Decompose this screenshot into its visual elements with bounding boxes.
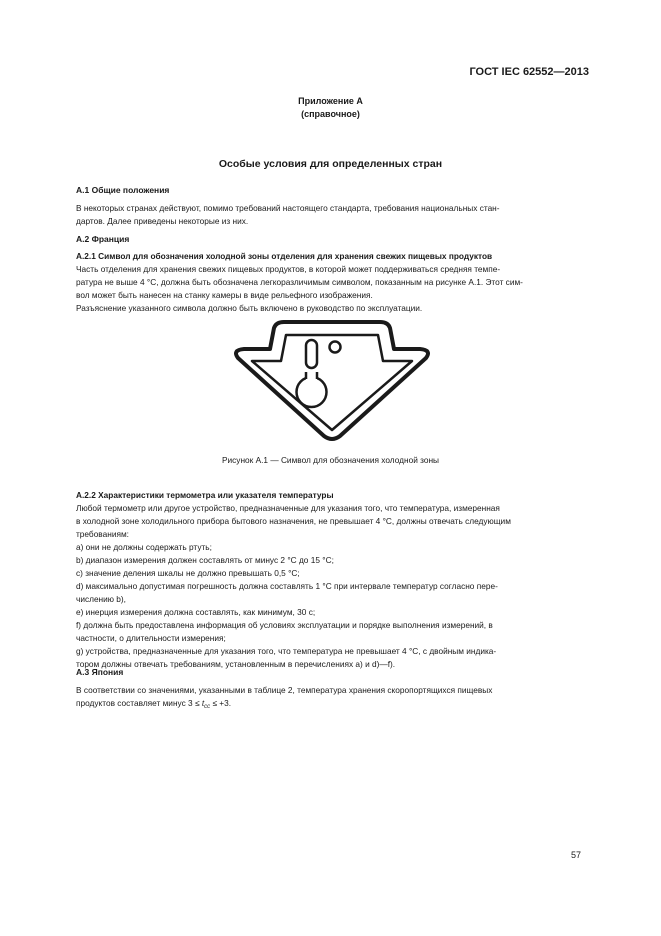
- symbol-outer-outline: [236, 322, 428, 439]
- temperature-variable: t: [201, 698, 205, 708]
- document-number: ГОСТ IEC 62552—2013: [469, 66, 589, 78]
- list-item-e: е) инерция измерения должна составлять, как минимум, 30 с;: [76, 607, 316, 617]
- a22-text-line-2: в холодной зоне холодильного прибора бытового назначения, не превышает 4 °С, должны отвечать следующим: [76, 516, 511, 526]
- list-item-g-line-2: тором должны отвечать требованиям, установленным в перечислениях а) и d)—f).: [76, 659, 396, 669]
- thermometer-bulb: [297, 377, 327, 407]
- subsection-heading-a21: А.2.1 Символ для обозначения холодной зоны отделения для хранения свежих пищевых продуктов: [76, 251, 493, 261]
- subsection-heading-a22: А.2.2 Характеристики термометра или указателя температуры: [76, 490, 334, 500]
- appendix-title: [0, 95, 661, 121]
- a21-text-line-3: вол может быть нанесен на станку камеры в виде рельефного изображения.: [76, 290, 373, 300]
- a22-text-line-1: Любой термометр или другое устройство, предназначенные для указания того, что температура, измеренная: [76, 503, 500, 513]
- temperature-variable-subscript: cc: [204, 704, 211, 710]
- a3-text-line-2-end: ≤ +3.: [210, 698, 232, 708]
- a21-text-line-4: Разъяснение указанного символа должно быть включено в руководство по эксплуатации.: [76, 303, 423, 313]
- a1-text-line-2: дартов. Далее приведены некоторые из них.: [76, 216, 249, 226]
- appendix-label: Приложение А: [298, 96, 363, 106]
- a1-text-line-1: В некоторых странах действуют, помимо требований настоящего стандарта, требования национальных стан-: [76, 203, 500, 213]
- a22-text-line-3: требованиям:: [76, 529, 129, 539]
- list-item-d-line-1: d) максимально допустимая погрешность должна составлять 1 °С при интервале температур согласно пере-: [76, 581, 498, 591]
- list-item-d-line-2: числению b),: [76, 594, 126, 604]
- appendix-note: (справочное): [301, 109, 360, 119]
- list-item-c: с) значение деления шкалы не должно превышать 0,5 °С;: [76, 568, 300, 578]
- symbol-inner-outline: [252, 335, 412, 430]
- page-title: Особые условия для определенных стран: [218, 158, 443, 170]
- list-item-b: b) диапазон измерения должен составлять от минус 2 °С до 15 °С;: [76, 555, 334, 565]
- small-circle-mark: [330, 342, 341, 353]
- a3-text-line-2-start: продуктов составляет минус 3 ≤: [76, 698, 202, 708]
- thermometer-stem: [306, 340, 317, 368]
- section-heading-a1: А.1 Общие положения: [76, 185, 170, 195]
- a3-text-line-1: В соответствии со значениями, указанными в таблице 2, температура хранения скоропортящихся пищевых: [76, 685, 493, 695]
- thermometer-neck-gap: [306, 372, 317, 380]
- section-heading-a3: А.3 Япония: [76, 667, 124, 677]
- a21-text-line-2: ратура не выше 4 °С, должна быть обозначена легкоразличимым символом, показанным на рисунке А.1. Этот сим-: [76, 277, 523, 287]
- figure-caption: Рисунок А.1 — Символ для обозначения холодной зоны: [221, 455, 440, 465]
- a3-text-line-2: [76, 697, 231, 714]
- cold-zone-symbol-figure: [232, 320, 432, 442]
- a21-text-line-1: Часть отделения для хранения свежих пищевых продуктов, в которой может поддерживаться средняя темпе-: [76, 264, 501, 274]
- list-item-f-line-2: частности, о длительности измерения;: [76, 633, 226, 643]
- section-heading-a2: А.2 Франция: [76, 234, 130, 244]
- list-item-f-line-1: f) должна быть предоставлена информация об условиях эксплуатации и порядке выполнения измерений, в: [76, 620, 493, 630]
- list-item-a: а) они не должны содержать ртуть;: [76, 542, 212, 552]
- list-item-g-line-1: g) устройства, предназначенные для указания того, что температура не превышает 4 °С, с двойным индика-: [76, 646, 497, 656]
- page-number: 57: [570, 850, 581, 860]
